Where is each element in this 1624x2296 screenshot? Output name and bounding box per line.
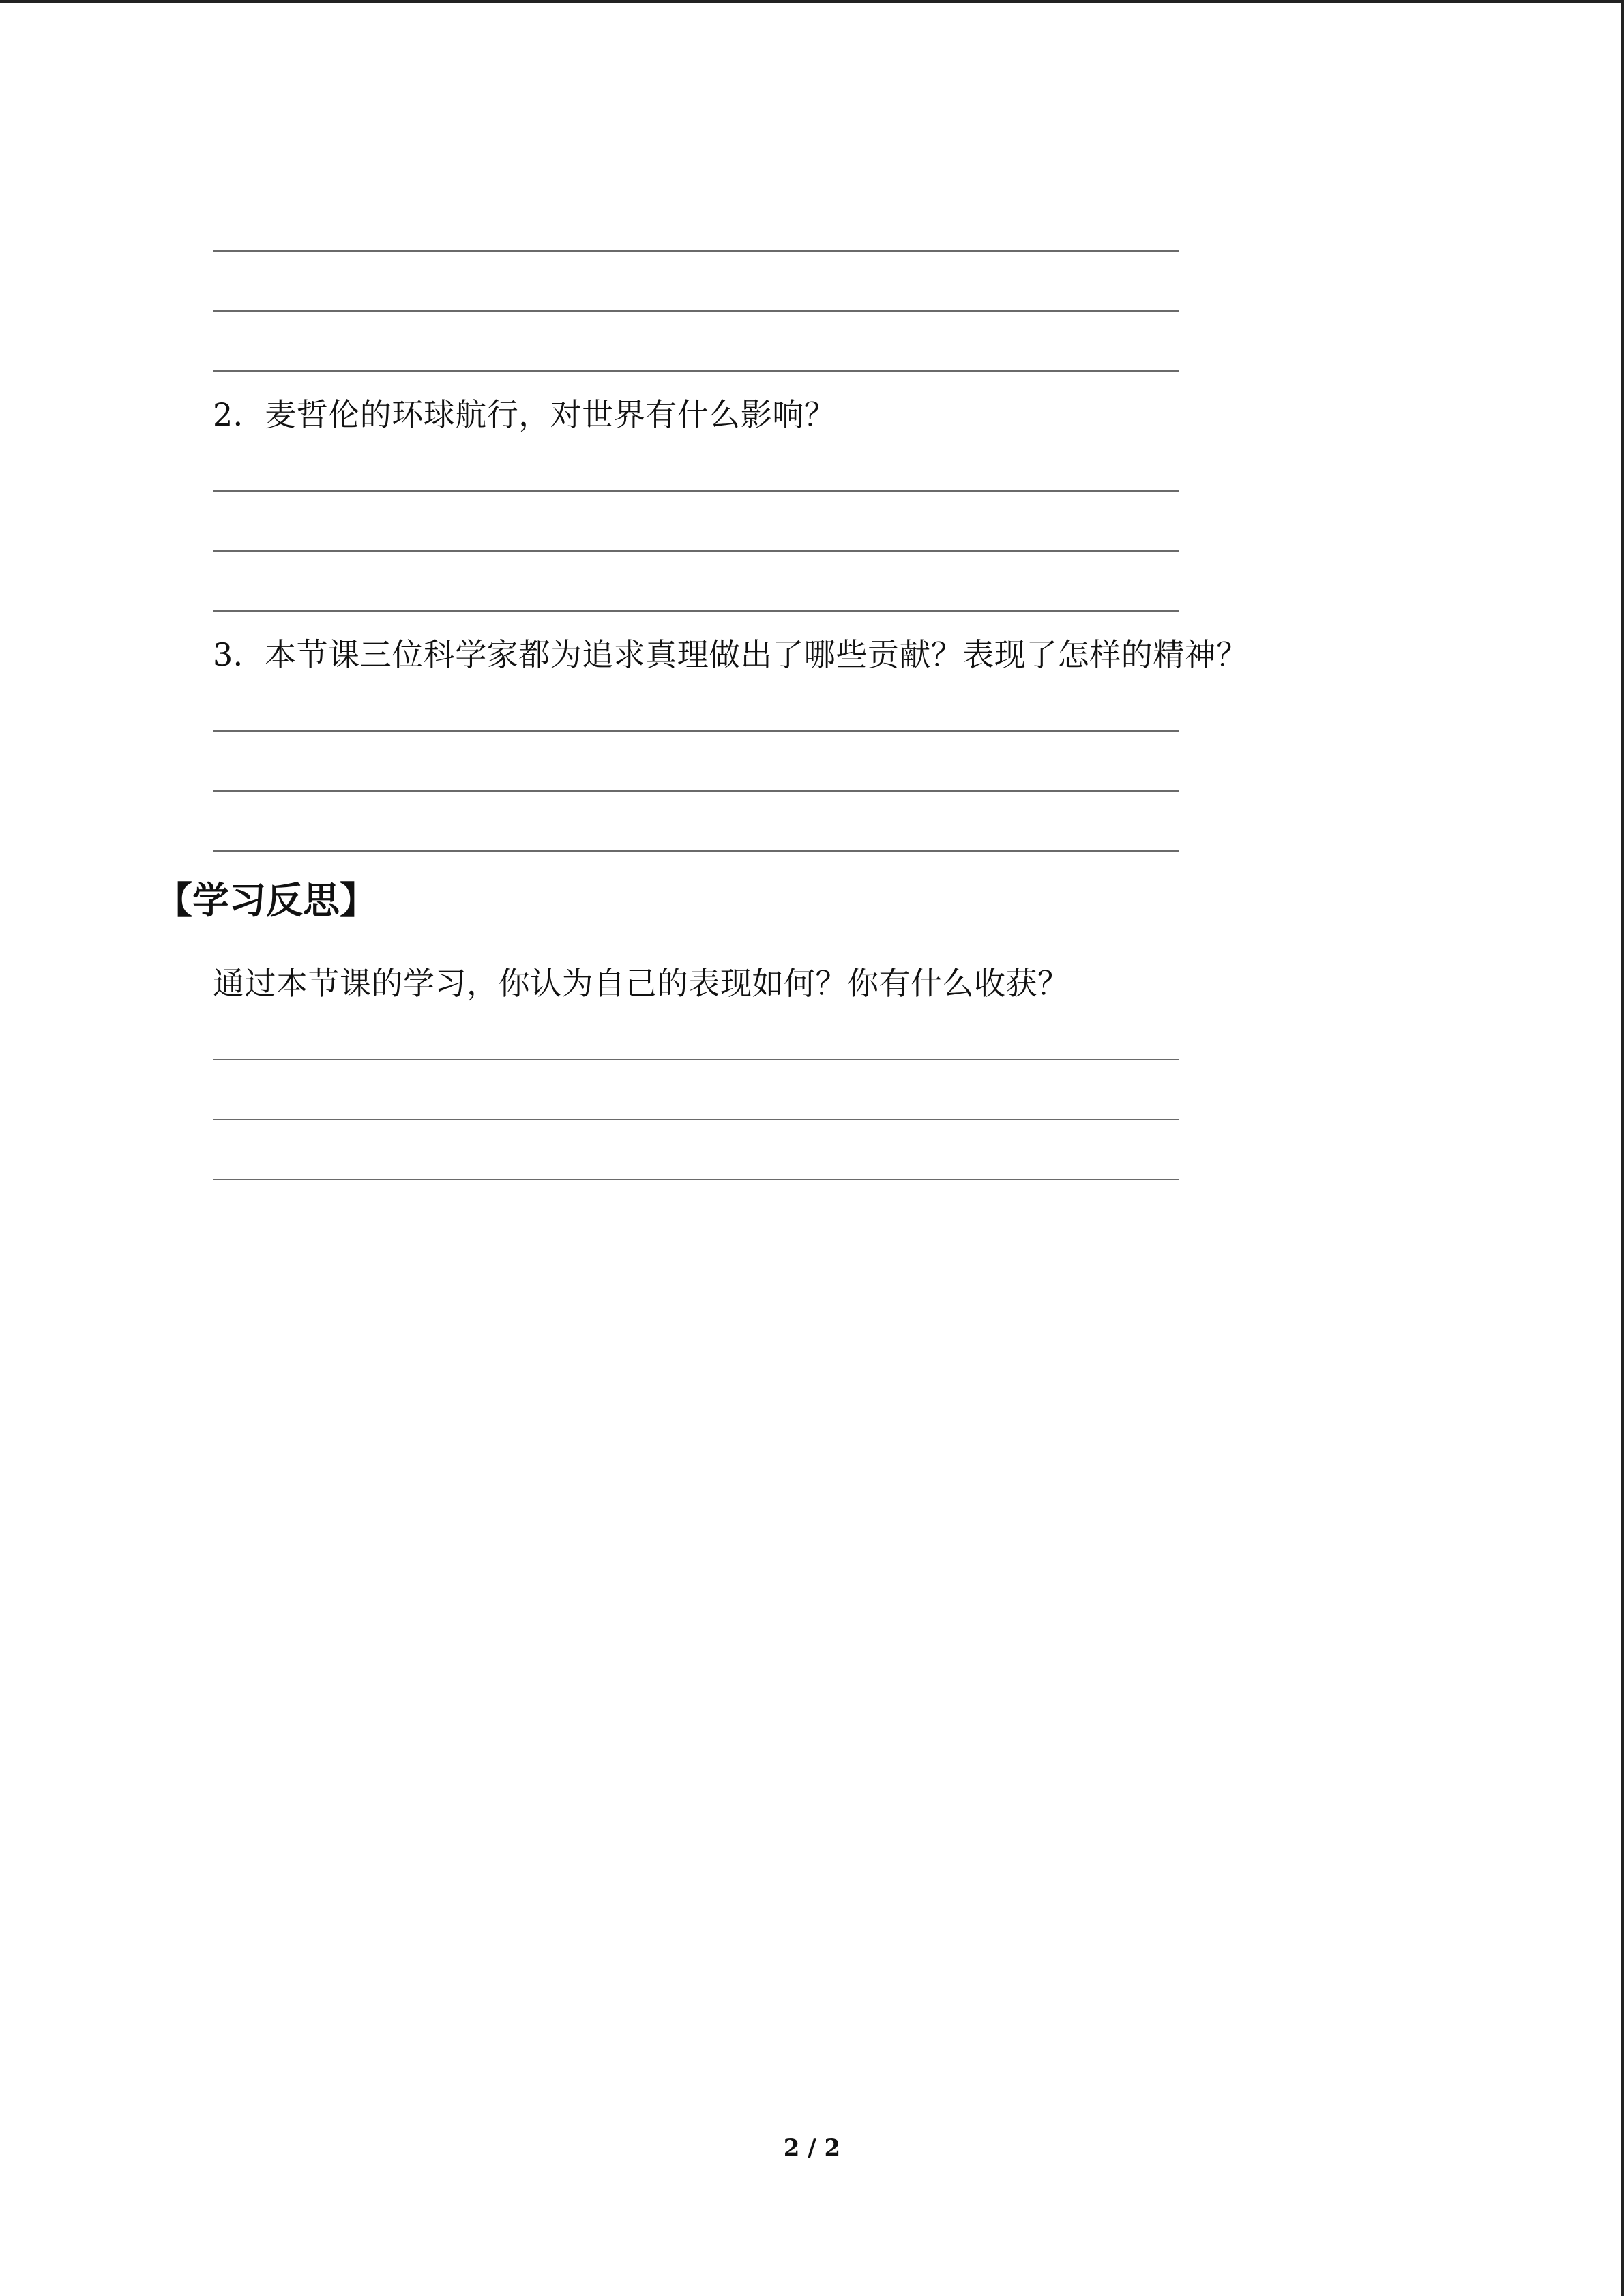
- question-3: 3．本节课三位科学家都为追求真理做出了哪些贡献？表现了怎样的精神？: [213, 636, 1248, 673]
- answer-line: [213, 610, 1179, 612]
- answer-line: [213, 490, 1179, 492]
- answer-line: [213, 1059, 1179, 1060]
- answer-line: [213, 850, 1179, 852]
- reflection-prompt: 通过本节课的学习，你认为自己的表现如何？你有什么收获？: [213, 965, 1069, 1002]
- answer-line: [213, 790, 1179, 792]
- answer-line: [213, 370, 1179, 372]
- answer-line: [213, 730, 1179, 732]
- answer-line: [213, 550, 1179, 552]
- question-2: 2．麦哲伦的环球航行，对世界有什么影响？: [213, 396, 836, 433]
- answer-line: [213, 310, 1179, 312]
- answer-line: [213, 1179, 1179, 1180]
- page-border-top: [0, 0, 1624, 3]
- answer-line: [213, 1119, 1179, 1120]
- answer-line: [213, 250, 1179, 252]
- section-title-reflection: 【学习反思】: [156, 878, 377, 922]
- page-border-right: [1621, 0, 1624, 2296]
- page-number: 2 / 2: [783, 2134, 841, 2162]
